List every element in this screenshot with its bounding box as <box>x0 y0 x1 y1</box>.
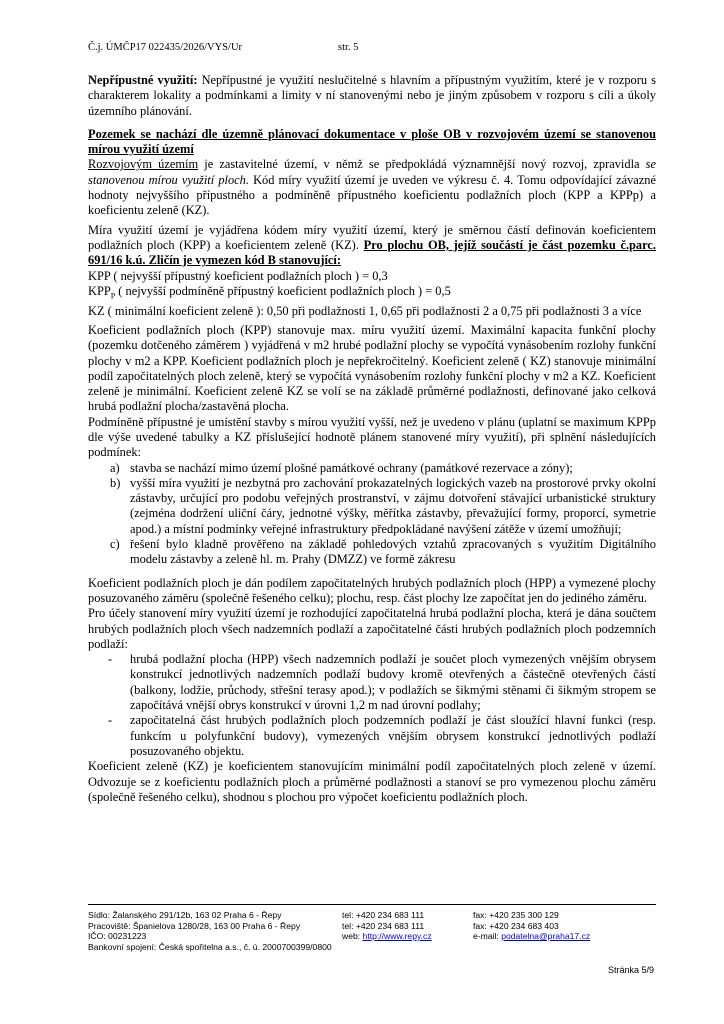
header-page-number: str. 5 <box>338 42 359 53</box>
condition-text: řešení bylo kladně prověřeno na základě pohledových vztahů zpracovaných s využitím Digitálního modelu zástavby a zeleně hl. m. Prahy (DMZZ) ve formě zákresu <box>130 537 656 567</box>
coef-kppp <box>88 284 656 304</box>
footer-contact-column <box>342 910 482 942</box>
condition-text: vyšší míra využití je nezbytná pro zachování prokazatelných logických vazeb na prostorové prvky okolní zástavby, určující pro podobu veřejných prostranství, v zájmu dotvoření stávající urbanistické struktury (zejména dodržení uliční čáry, jednotné výšky, měřítka zástavby, převažující formy, proporcí, symetrie apod.) a místní podmínky veřejné infrastruktury předpokládané navýšení zátěže v území umožňují; <box>130 475 656 536</box>
paragraph-hpp: Koeficient podlažních ploch je dán podílem započitatelných hrubých podlažních ploch (HPP) a vymezené plochy posuzovaného záměru (společně řešeného celku); plochu, resp. část plochy lze započítat jen do jediného záměru. <box>88 575 656 605</box>
footer-bank: Bankovní spojení: Česká spořitelna a.s., č. ú. 2000700399/0800 <box>88 941 332 952</box>
document-body <box>88 73 656 805</box>
condition-text: stavba se nachází mimo území plošné památkové ochrany (památkové rezervace a zóny); <box>130 460 573 475</box>
floor-area-text: započitatelná část hrubých podlažních ploch podzemních podlaží je část sloužící hlavní funkci (resp. funkcím u polyfunkční budovy), vymezených vnějším obrysem konstrukcí jednotlivých podlaží posuzovaného objektu. <box>130 713 656 758</box>
paragraph-kz: Koeficient zeleně (KZ) je koeficientem stanovujícím minimální podíl započitatelných ploch zeleně v území. Odvozuje se z koeficientu podlažních ploch a průměrné podlažnosti a stanoví se pro vymezenou plochu záměru (společně řešeného celku), shodnou s plochou pro výpočet koeficientu podlažních ploch. <box>88 759 656 804</box>
page-footer <box>88 904 656 952</box>
condition-item <box>88 476 656 537</box>
paragraph-kpp: Koeficient podlažních ploch (KPP) stanovuje max. míru využití území. Maximální kapacita funkční plochy (pozemku dotčeného záměrem ) vyjádřená v m2 hrubé podlažní plochy se vypočítá vynásobením rozlohy funkční plochy v m2 a KPP. Koeficient podlažních ploch je nepřekročitelný. Koeficient zeleně ( KZ) stanovuje minimální podíl započitatelných ploch zeleně, který se vypočítá vynásobením rozlohy funkční plochy v m2 a KZ. Koeficient zeleně je minimální. Koeficient zeleně KZ se volí se na základě průměrné podlažnosti, definované jako celková hrubá podlažní plocha/zastavěná plocha. <box>88 322 656 414</box>
condition-label: c) <box>110 537 120 552</box>
footer-address-column <box>88 910 348 952</box>
footer-web-link[interactable]: http://www.repy.cz <box>362 931 432 942</box>
rozvoj-term: Rozvojovým územím <box>88 157 199 172</box>
dash-label: - <box>108 713 113 728</box>
footer-web <box>342 931 482 942</box>
neprip-text: Nepřípustné je využití neslučitelné s hlavním a přípustným využitím, které je v rozporu s charakterem lokality a podmínkami a limity v ní stanovenými nebo je jiným způsobem v rozporu s cíli a úkoly územního plánování. <box>88 73 657 118</box>
section-heading-text: Pozemek se nachází dle územně plánovací dokumentace v ploše OB v rozvojovém území se stanovenou mírou využití území <box>88 126 656 157</box>
coef-kppp-prefix: KPP <box>88 283 111 298</box>
footer-email <box>473 931 663 942</box>
footer-web-label: web: <box>342 931 363 942</box>
floor-area-item <box>88 652 656 713</box>
mira-bold: Pro plochu OB, jejíž součástí je část pozemku č.parc. 691/16 k.ú. Zličín je vymezen kód B stanovující: <box>88 237 656 268</box>
paragraph-podminky: Podmíněně přípustné je umístění stavby s mírou využití vyšší, než je uvedeno v plánu (uplatní se maximum KPPp dle výše uvedené tabulky a KZ příslušející hodnotě plánem stanovené míry využití), při splnění následujících podmínek: <box>88 414 656 460</box>
footer-seat: Sídlo: Žalanského 291/12b, 163 02 Praha 6 - Řepy <box>88 910 282 920</box>
footer-office: Pracoviště: Španielova 1280/28, 163 00 Praha 6 - Řepy <box>88 920 301 931</box>
paragraph-neprip <box>88 73 656 119</box>
footer-tel: tel: +420 234 683 111 <box>342 910 425 920</box>
reference-number: Č.j. ÚMČP17 022435/2026/VYS/Ur <box>88 42 243 53</box>
coef-kpp: KPP ( nejvyšší přípustný koeficient podlažních ploch ) = 0,3 <box>88 268 388 283</box>
paragraph-ucely: Pro účely stanovení míry využití území je rozhodující započitatelná hrubá podlažní plocha, která je dána součtem hrubých podlažních ploch všech nadzemních podlaží a započitatelné části hrubých podlažních ploch podzemních podlaží: <box>88 606 656 651</box>
rozvoj-term-2: se stanovenou mírou využití ploch. <box>88 157 656 187</box>
footer-tel: tel: +420 234 683 111 <box>342 920 425 931</box>
floor-area-text: hrubá podlažní plocha (HPP) všech nadzemních podlaží je součet ploch vymezených vnějším obrysem konstrukcí jednotlivých nadzemních podlaží budovy kromě otevřených a částečně otevřených částí (balkony, lodžie, průchody, střešní terasy apod.); v podlažích se šikmými stěnami či šikmým stropem se započítává vnější obrys konstrukcí v úrovni 1,2 m nad úrovní podlahy; <box>130 652 656 713</box>
condition-item <box>88 537 656 568</box>
section-heading <box>88 127 656 158</box>
footer-email-label: e-mail: <box>473 931 502 942</box>
condition-item <box>88 461 656 476</box>
dash-label: - <box>108 652 113 667</box>
footer-fax: fax: +420 235 300 129 <box>473 910 559 920</box>
footer-email-link[interactable]: podatelna@praha17.cz <box>501 931 591 942</box>
paragraph-mira <box>88 223 656 269</box>
condition-label: a) <box>110 460 120 475</box>
condition-label: b) <box>110 475 121 490</box>
neprip-label: Nepřípustné využití: <box>88 73 198 87</box>
mira-text: Míra využití území je vyjádřena kódem míry využití území, který je směrnou částí definován koeficientem podlažních ploch (KPP) a koeficientem zeleně (KZ). <box>88 222 656 252</box>
coef-kppp-sub: P <box>110 291 116 301</box>
conditions-list <box>88 461 656 568</box>
rozvoj-text-1: je zastavitelné území, v němž se předpokládá významnější nový rozvoj, zpravidla <box>198 157 646 172</box>
page-number: Stránka 5/9 <box>607 965 654 975</box>
coef-kppp-text: ( nejvyšší podmíněně přípustný koeficient podlažních ploch ) = 0,5 <box>115 283 451 298</box>
footer-fax-column <box>473 910 663 942</box>
floor-area-item <box>88 713 656 759</box>
footer-fax: fax: +420 234 683 403 <box>473 920 559 931</box>
footer-ico: IČO: 00231223 <box>88 931 147 942</box>
paragraph-rozvoj <box>88 157 656 218</box>
coef-kz: KZ ( minimální koeficient zeleně ): 0,50 při podlažnosti 1, 0,65 při podlažnosti 2 a 0,75 při podlažnosti 3 a více <box>88 303 642 318</box>
rozvoj-text-2: Kód míry využití území je uveden ve výkresu č. 4. Tomu odpovídající závazné hodnoty nejvyššího přípustného a podmíněně přípustného koeficientu podlažních ploch (KPP a KPPp) a koeficientu zeleně (KZ). <box>88 172 656 218</box>
floor-area-list <box>88 652 656 759</box>
